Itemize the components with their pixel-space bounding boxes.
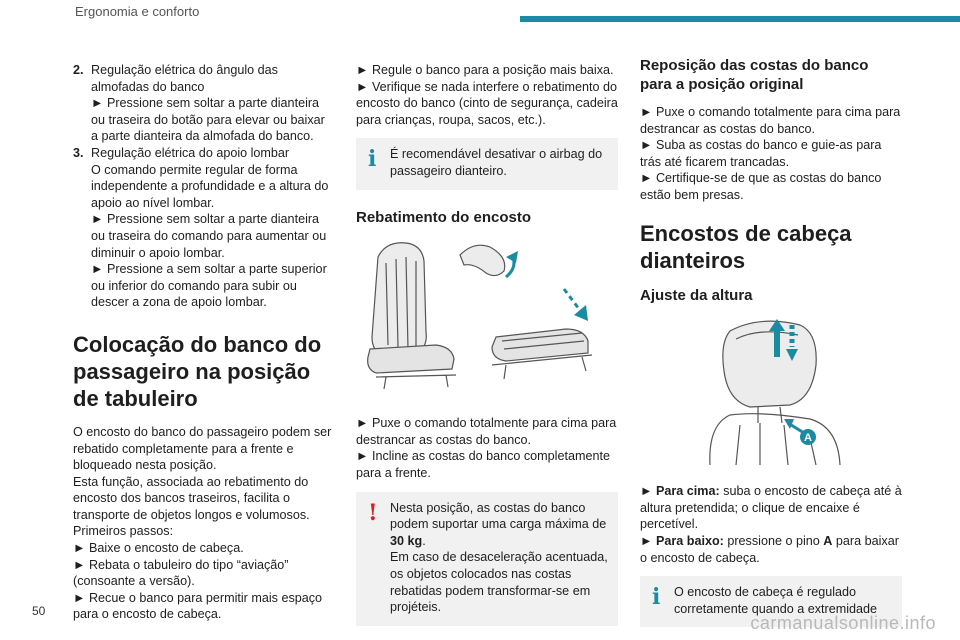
- seat-folding-illustration: [356, 237, 618, 402]
- page-number: 50: [32, 604, 46, 618]
- column-2: ► Regule o banco para a posição mais baixa. ► Verifique se nada interfere o rebatimento do encosto do banco (cinto de segurança, cadeira para crianças, roupa, sacos, etc.). i É recomendável desativar o airbag do passageiro dianteiro. Rebatimento do encosto ► Puxe o comando totalmente para cima para destrancar as costas do banco. ► Incline as costas do banco completamente para a frente. ! Nesta posição, as costas do banco podem suportar uma carga máxima de 30 kg. Em caso de desaceleração acentuada, os objetos colocados nas costas rebatidas podem transformar-se em projéteis.: [356, 62, 618, 636]
- warning-icon: !: [368, 499, 378, 526]
- subsection-heading: Ajuste da altura: [640, 286, 753, 304]
- section-heading: Encostos de cabeça dianteiros: [640, 220, 852, 273]
- pin-a-label: A: [804, 431, 812, 444]
- section-header: Ergonomia e conforto: [75, 4, 200, 19]
- list-item: 3. Regulação elétrica do apoio lombar O comando permite regular de forma independente a profundidade e a altura do apoio ao nível lombar. ► Pressione sem soltar a parte dianteira ou traseira do comando para aumentar ou diminuir o apoio lombar. ► Pressione a sem soltar a parte superior ou inferior do comando para subir ou descer a zona de apoio lombar.: [73, 145, 329, 310]
- subsection-heading: Reposição das costas do banco para a posição original: [640, 57, 869, 93]
- subsection-heading: Rebatimento do encosto: [356, 208, 532, 226]
- headrest-illustration: [700, 315, 902, 470]
- watermark: carmanualsonline.info: [750, 613, 936, 633]
- info-icon: i: [368, 146, 377, 173]
- info-icon: i: [652, 584, 661, 611]
- info-note: i É recomendável desativar o airbag do passageiro dianteiro.: [356, 138, 618, 189]
- header-accent-bar: [520, 16, 960, 22]
- list-item: 2. Regulação elétrica do ângulo das almofadas do banco ► Pressione sem soltar a parte dianteira ou traseira do botão para elevar ou baixar a parte dianteira da almofada do banco.: [73, 63, 325, 144]
- warning-note: ! Nesta posição, as costas do banco podem suportar uma carga máxima de 30 kg. Em caso de desaceleração acentuada, os objetos colocados nas costas rebatidas podem transformar-se em projéteis.: [356, 492, 618, 626]
- section-heading: Colocação do banco do passageiro na posição de tabuleiro: [73, 331, 322, 411]
- info-note: i O encosto de cabeça é regulado corretamente quando a extremidade: [640, 576, 902, 627]
- column-1: 2. Regulação elétrica do ângulo das almofadas do banco ► Pressione sem soltar a parte dianteira ou traseira do botão para elevar ou baixar a parte dianteira da almofada do banco. 3. Regulação elétrica do apoio lombar O comando permite regular de forma independente a profundidade e a altura do apoio ao nível lombar. ► Pressione sem soltar a parte dianteira ou traseira do comando para aumentar ou diminuir o apoio lombar. ► Pressione a sem soltar a parte superior ou inferior do comando para subir ou descer a zona de apoio lombar. Colocação do banco do passageiro na posição de tabuleiro O encosto do banco do passageiro podem ser rebatido completamente para a frente e bloqueado nesta posição. Esta função, associada ao rebatimento do encosto dos bancos traseiros, facilita o transporte de objetos longos e volumosos. Primeiros passos: ► Baixe o encosto de cabeça. ► Rebata o tabuleiro do tipo “aviação” (consoante a versão). ► Recue o banco para permitir mais espaço para o encosto de cabeça.: [73, 62, 335, 623]
- column-3: Reposição das costas do banco para a posição original ► Puxe o comando totalmente para cima para destrancar as costas do banco. ► Suba as costas do banco e guie-as para trás até ficarem trancadas. ► Certifique-se de que as costas do banco estão bem presas. Encostos de cabeça dianteiros Ajuste da altura A ► Para cima: suba o encosto de cabeça até à altura pretendida; o clique de encaixe é percetível. ► Para baixo: pressione o pino A para baixar o encosto de cabeça. i O encosto de cabeça é regulado corretamente quando a extremidade: [640, 62, 902, 637]
